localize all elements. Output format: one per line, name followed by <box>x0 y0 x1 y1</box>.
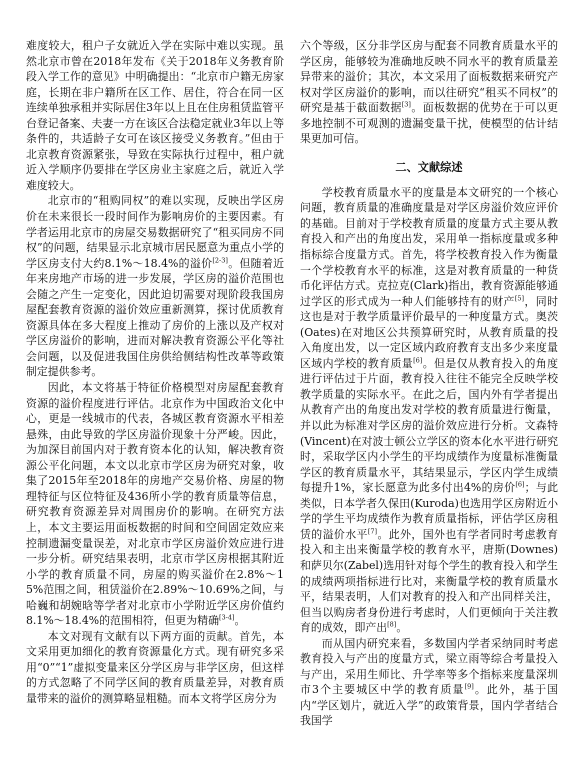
citation-marker: [2-3] <box>212 256 228 265</box>
citation-marker: [6] <box>413 356 423 365</box>
body-paragraph: 学校教育质量水平的度量是本文研究的一个核心问题，教育质量的准确度量是对学区房溢价效应评价的基础。目前对于学校教育质量的度量方式主要从教育投入和产出的角度出发，采用单一指标度量或多种指标综合度量方式。首先，将学校教育投入作为衡量一个学校教育水平的标准，这是对教育质量的一种货币化评估方式。克拉克(Clark)指出，教育资源能够通过学区的形式成为一种人们能够持有的财产[5]，同时这也是对于教学质量评价最早的一种度量方式。奥茨(Oates)在对地区公共预算研究时，从教育质量的投入角度出发，以一定区域内政府教育支出多少来度量区域内学校的教育质量[6]。但是仅从教育投入的角度进行评估过于片面，教育投入往往不能完全反映学校教学质量的实际水平。在此之后，国内外有学者提出从教育产出的角度出发对学校的教育质量进行衡量，并以此为标准对学区房的溢价效应进行分析。文森特(Vincent)在对波士顿公立学区的资本化水平进行研究时，采取学区内小学生的平均成绩作为度量标准衡量学区的教育质量水平，其结果显示，学区内学生成绩每提升1%，家长愿意为此多付出4%的房价[6]；与此类似，日本学者久保田(Kuroda)也选用学区房附近小学的学生平均成绩作为教育质量指标，评估学区房租赁的溢价水平[7]。此外，国外也有学者同时考虑教育投入和主出来衡量学校的教育水平，唐斯(Downes)和萨贝尔(Zabel)选用针对每个学生的教育投入和学生的成绩两项指标进行比对，来衡量学校的教育质量水平，结果表明，人们对教育的投入和产出同样关注，但当以购房者身份进行考虑时，人们更倾向于关注教育的成效，即产出[8]。 <box>300 185 558 635</box>
left-column <box>26 38 284 707</box>
body-paragraph: 本文对现有文献有以下两方面的贡献。首先，本文采用更加细化的教育资源量化方式。现有研究多采用“0”“1”虚拟变量来区分学区房与非学区房，但这样的方式忽略了不同学区间的教育质量差异，对教育质量带来的溢价的测算略显粗糙。而本文将学区房分为 <box>26 629 284 705</box>
citation-marker: [9] <box>464 682 474 691</box>
body-paragraph: 而从国内研究来看，多数国内学者采纳同时考虑教育投入与产出的度量方式，梁立雨等综合考量投入与产出，采用生师比、升学率等多个指标来度量深圳市3个主要城区中学的教育质量[9]。此外，基于国内“学区划片，就近入学”的政策背景，国内学者结合我国学 <box>300 636 558 728</box>
citation-marker: [5] <box>514 294 525 303</box>
citation-marker: [7] <box>367 527 378 536</box>
right-column <box>300 38 558 729</box>
body-paragraph: 因此，本文将基于特征价格模型对房屋配套教育资源的溢价程度进行评估。北京作为中国政治文化中心，更是一线城市的代表，各城区教育资源水平相差悬殊，由此导致的学区房溢价现象十分严峻。因此，为加深目前国内对于教育资本化的认知，解决教育资源公平化问题，本文以北京市学区房为研究对象，收集了2015年至2018年的房地产交易价格、房屋的物理特征与区位特征及436所小学的教育质量等信息，研究教育资源差异对周围房价的影响。在研究方法上，本文主要运用面板数据的时间和空间固定效应来控制遗漏变量误差，对北京市学区房溢价效应进行进一步分析。研究结果表明，北京市学区房根据其附近小学的教育质量不同，房屋的购买溢价在2.8%～15%范围之间，租赁溢价在2.89%～10.69%之间，与哈巍和胡婉晗等学者对北京市小学附近学区房价值约8.1%～18.4%的范围相符，但更为精确[3-4]。 <box>26 381 284 628</box>
citation-marker: [3] <box>401 100 411 109</box>
citation-marker: [3-4] <box>218 613 235 622</box>
section-heading: 二、文献综述 <box>395 160 463 174</box>
citation-marker: [6] <box>515 480 525 489</box>
body-paragraph: 难度较大，租户子女就近入学在实际中难以实现。虽然北京市曾在2018年发布《关于2018年义务教育阶段入学工作的意见》中明确提出：“北京市户籍无房家庭，长期在非户籍所在区工作、居住，符合在同一区连续单独承租并实际居住3年以上且在住房租赁监管平台登记备案、夫妻一方在该区合法稳定就业3年以上等条件的，共适龄子女可在该区接受义务教育。”但由于北京教育资源紧张，导致在实际执行过程中，租户就近入学顺序仍要排在学区房业主家庭之后，就近入学难度较大。 <box>26 39 284 192</box>
citation-marker: [8] <box>387 620 397 629</box>
body-paragraph: 六个等级，区分非学区房与配套不同教育质量水平的学区房，能够较为准确地反映不同水平的教育质量差异带来的溢价；其次，本文采用了面板数据来研究产权对学区房溢价的影响，而以往研究“租买不同权”的研究是基于截面数据[3]。面板数据的优势在于可以更多地控制不可观测的遗漏变量干扰，使模型的估计结果更加可信。 <box>300 39 558 146</box>
body-paragraph: 北京市的“租购同权”的难以实现，反映出学区房价在未来很长一段时间作为影响房价的主要因素。有学者运用北京市的房屋交易数据研究了“租买同房不同权”的问题，结果显示北京城市居民愿意为重点小学的学区房支付大约8.1%～18.4%的溢价[2-3]。但随着近年来房地产市场的进一步发展，学区房的溢价范围也会随之产生一定变化，因此迫切需要对现阶段我国房屋配套教育资源的溢价效应重新测算，探讨优质教育资源具体在多大程度上推动了房价的上涨以及产权对学区房溢价的影响，进而对解决教育资源公平化等社会问题，以及促进我国住房供给侧结构性改革等政策制定提供参考。 <box>26 194 284 379</box>
